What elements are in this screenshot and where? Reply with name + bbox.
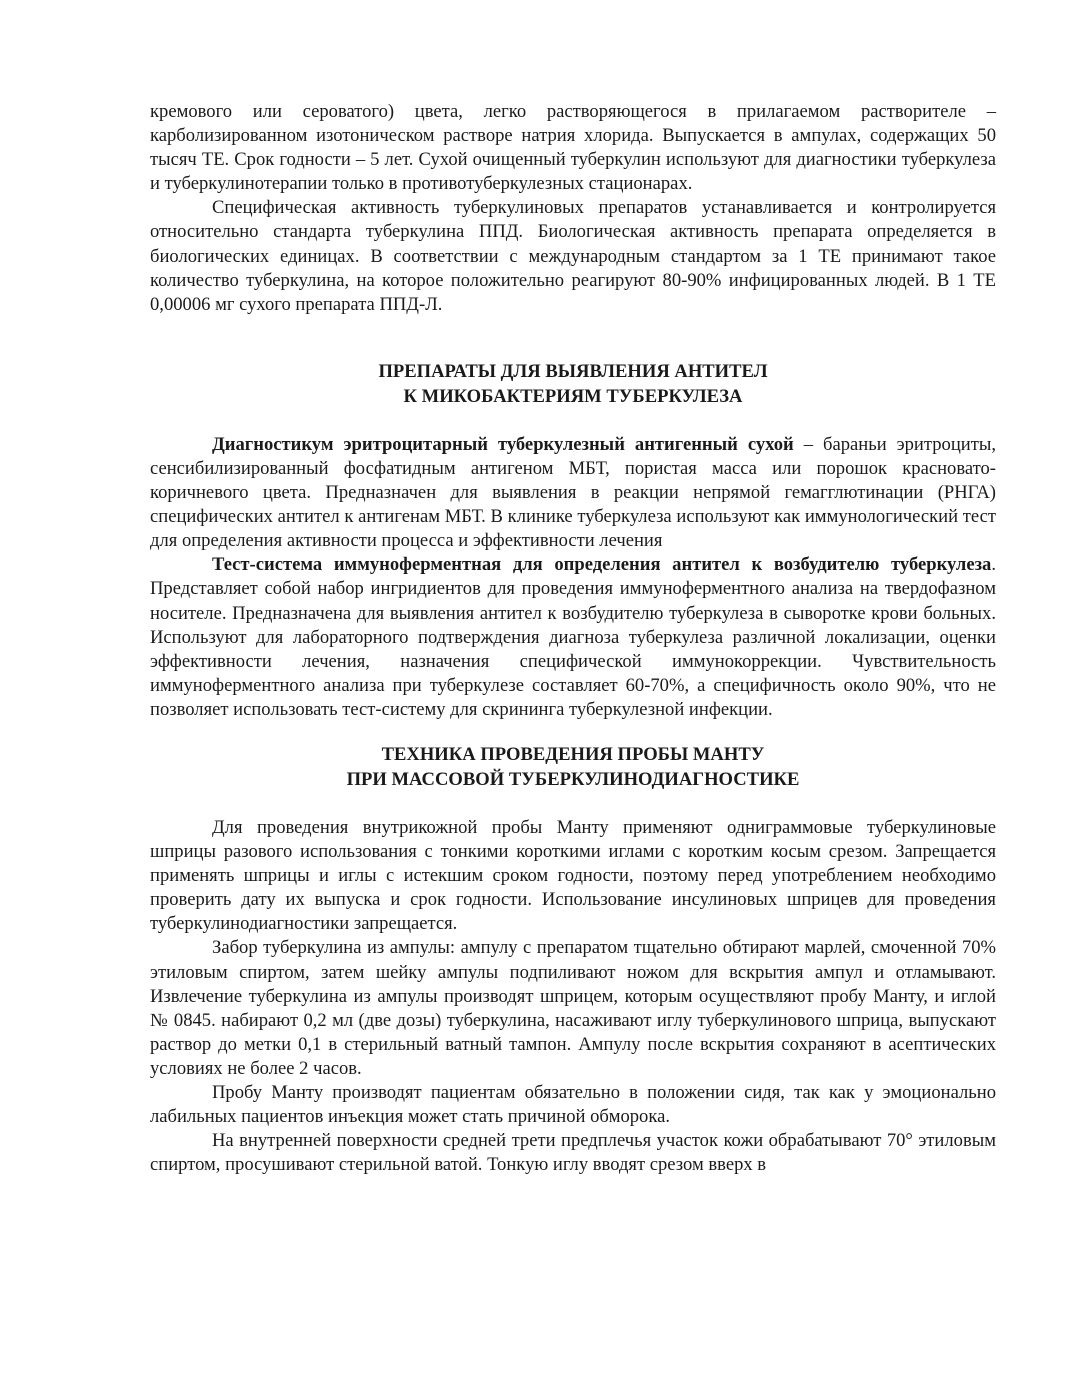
- paragraph: На внутренней поверхности средней трети предплечья участок кожи обрабатывают 70° этиловым спиртом, просушивают стерильной ватой. Тонкую иглу вводят срезом вверх в: [150, 1130, 996, 1176]
- section-heading: [150, 359, 996, 409]
- paragraph: Специфическая активность туберкулиновых препаратов устанавливается и контролируется относительно стандарта туберкулина ППД. Биологическая активность препарата определяется в биологических единицах. В соответствии с международным стандартом за 1 ТЕ принимают такое количество туберкулина, на которое положительно реагируют 80-90% инфицированных людей. В 1 ТЕ 0,00006 мг сухого препарата ППД-Л.: [150, 197, 996, 315]
- paragraph: Забор туберкулина из ампулы: ампулу с препаратом тщательно обтирают марлей, смоченной 70% этиловым спиртом, затем шейку ампулы подпиливают ножом для вскрытия ампул и отламывают. Извлечение туберкулина из ампулы производят шприцем, которым осуществляют пробу Манту, и иглой № 0845. набирают 0,2 мл (две дозы) туберкулина, насаживают иглу туберкулинового шприца, выпускают раствор до метки 0,1 в стерильный ватный тампон. Ампулу после вскрытия сохраняют в асептических условиях не более 2 часов.: [150, 937, 996, 1079]
- paragraph: Пробу Манту производят пациентам обязательно в положении сидя, так как у эмоционально лабильных пациентов инъекция может стать причиной обморока.: [150, 1082, 996, 1128]
- term-bold: Тест-система иммуноферментная для определения антител к возбудителю туберкулеза: [212, 554, 992, 576]
- section-heading: [150, 742, 996, 792]
- heading-line: ПРИ МАССОВОЙ ТУБЕРКУЛИНОДИАГНОСТИКЕ: [346, 768, 800, 790]
- heading-line: К МИКОБАКТЕРИЯМ ТУБЕРКУЛЕЗА: [403, 385, 743, 407]
- term-bold: Диагностикум эритроцитарный туберкулезный антигенный сухой: [212, 433, 794, 455]
- paragraph-text: – бараньи эритроциты, сенсибилизированный фосфатидным антигеном МБТ, пористая масса или порошок красновато-коричневого цвета. Предназначен для выявления в реакции непрямой гемагглютинации (РНГА) специфических антител к антигенам МБТ. В клинике туберкулеза используют как иммунологический тест для определения активности процесса и эффективности лечения: [150, 433, 996, 552]
- heading-line: ТЕХНИКА ПРОВЕДЕНИЯ ПРОБЫ МАНТУ: [381, 743, 765, 765]
- paragraph: кремового или сероватого) цвета, легко растворяющегося в прилагаемом растворителе – карболизированном изотоническом растворе натрия хлорида. Выпускается в ампулах, содержащих 50 тысяч ТЕ. Срок годности – 5 лет. Сухой очищенный туберкулин используют для диагностики туберкулеза и туберкулинотерапии только в противотуберкулезных стационарах.: [150, 101, 996, 195]
- paragraph: Для проведения внутрикожной пробы Манту применяют одниграммовые туберкулиновые шприцы разового использования с тонкими короткими иглами с коротким косым срезом. Запрещается применять шприцы и иглы с истекшим сроком годности, поэтому перед употреблением необходимо проверить дату их выпуска и срок годности. Использование инсулиновых шприцев для проведения туберкулинодиагностики запрещается.: [150, 816, 996, 935]
- paragraph: [150, 553, 996, 722]
- paragraph: [150, 433, 996, 553]
- paragraph-text: . Представляет собой набор ингридиентов для проведения иммуноферментного анализа на твердофазном носителе. Предназначена для выявления антител к возбудителю туберкулеза в сыворотке крови больных. Используют для лабораторного подтверждения диагноза туберкулеза различной локализации, оценки эффективности лечения, назначения специфической иммунокоррекции. Чувствительность иммуноферментного анализа при туберкулезе составляет 60-70%, а специфичность около 90%, что не позволяет использовать тест-систему для скрининга туберкулезной инфекции.: [150, 554, 996, 720]
- document-page: [150, 100, 996, 1177]
- heading-line: ПРЕПАРАТЫ ДЛЯ ВЫЯВЛЕНИЯ АНТИТЕЛ: [378, 360, 768, 382]
